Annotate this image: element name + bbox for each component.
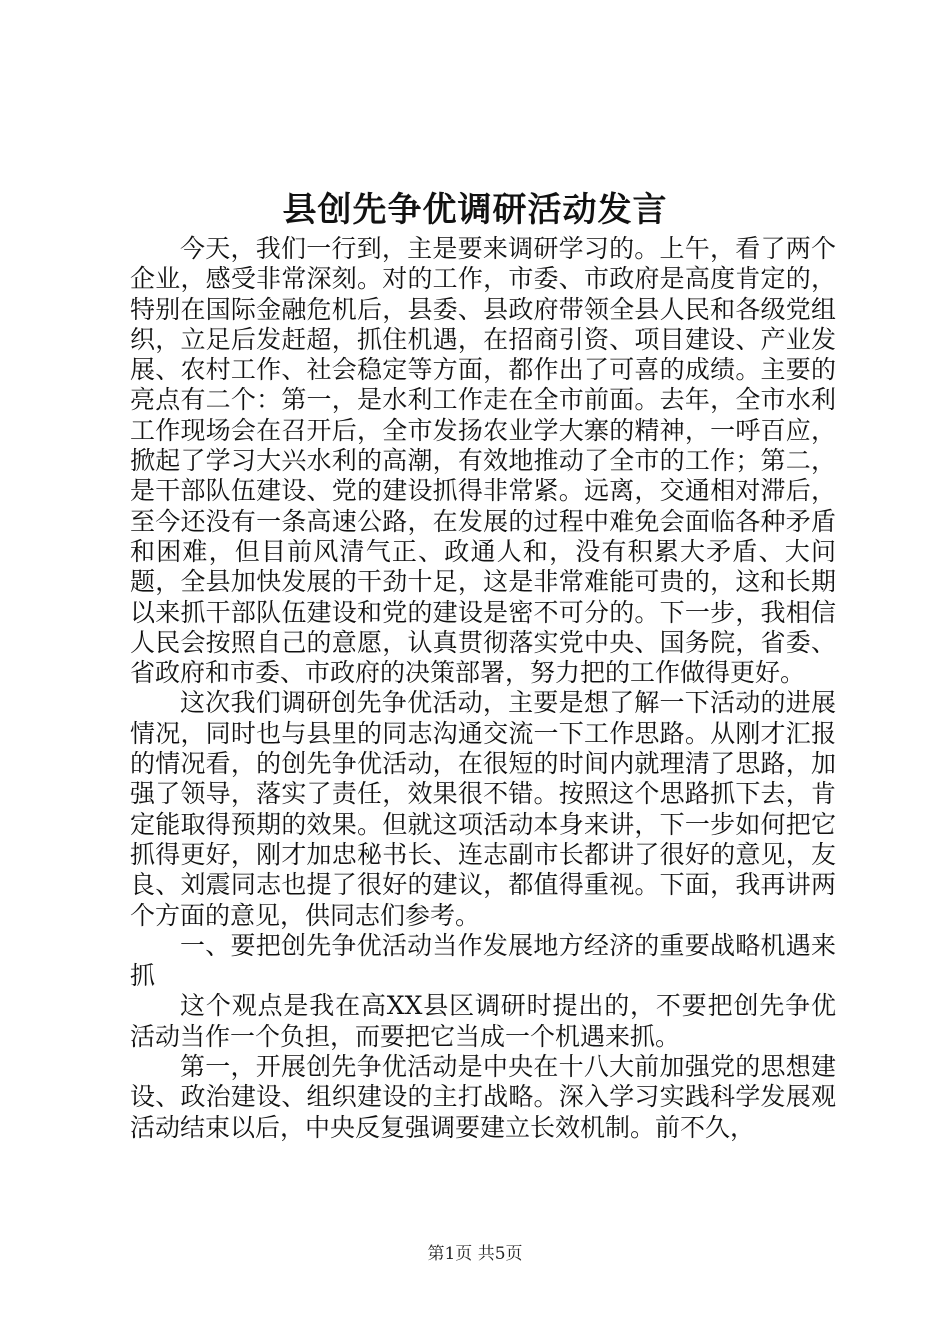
section-heading: 一、要把创先争优活动当作发展地方经济的重要战略机遇来抓 (130, 930, 836, 991)
paragraph: 今天，我们一行到，主是要来调研学习的。上午，看了两个企业，感受非常深刻。对的工作，市委、市政府是高度肯定的，特别在国际金融危机后，县委、县政府带领全县人民和各级党组织，立足后发赶超，抓住机遇，在招商引资、项目建设、产业发展、农村工作、社会稳定等方面，都作出了可喜的成绩。主要的亮点有二个：第一，是水利工作走在全市前面。去年，全市水利工作现场会在召开后，全市发扬农业学大寨的精神，一呼百应，掀起了学习大兴水利的高潮，有效地推动了全市的工作；第二，是干部队伍建设、党的建设抓得非常紧。远离，交通相对滞后，至今还没有一条高速公路，在发展的过程中难免会面临各种矛盾和困难，但目前风清气正、政通人和，没有积累大矛盾、大问题，全县加快发展的干劲十足，这是非常难能可贵的，这和长期以来抓干部队伍建设和党的建设是密不可分的。下一步，我相信人民会按照自己的意愿，认真贯彻落实党中央、国务院，省委、省政府和市委、市政府的决策部署，努力把的工作做得更好。 (130, 234, 836, 688)
paragraph: 这次我们调研创先争优活动，主要是想了解一下活动的进展情况，同时也与县里的同志沟通交流一下工作思路。从刚才汇报的情况看，的创先争优活动，在很短的时间内就理清了思路，加强了领导，落实了责任，效果很不错。按照这个思路抓下去，肯定能取得预期的效果。但就这项活动本身来讲，下一步如何把它抓得更好，刚才加忠秘书长、连志副市长都讲了很好的意见，友良、刘震同志也提了很好的建议，都值得重视。下面，我再讲两个方面的意见，供同志们参考。 (130, 688, 836, 930)
paragraph: 这个观点是我在高XX县区调研时提出的，不要把创先争优活动当作一个负担，而要把它当成一个机遇来抓。 (130, 991, 836, 1051)
document-body (130, 234, 836, 1143)
document-title: 县创先争优调研活动发言 (282, 190, 668, 230)
page-indicator: 第1页 共5页 (427, 1244, 523, 1264)
paragraph: 第一，开展创先争优活动是中央在十八大前加强党的思想建设、政治建设、组织建设的主打战略。深入学习实践科学发展观活动结束以后，中央反复强调要建立长效机制。前不久， (130, 1052, 836, 1142)
